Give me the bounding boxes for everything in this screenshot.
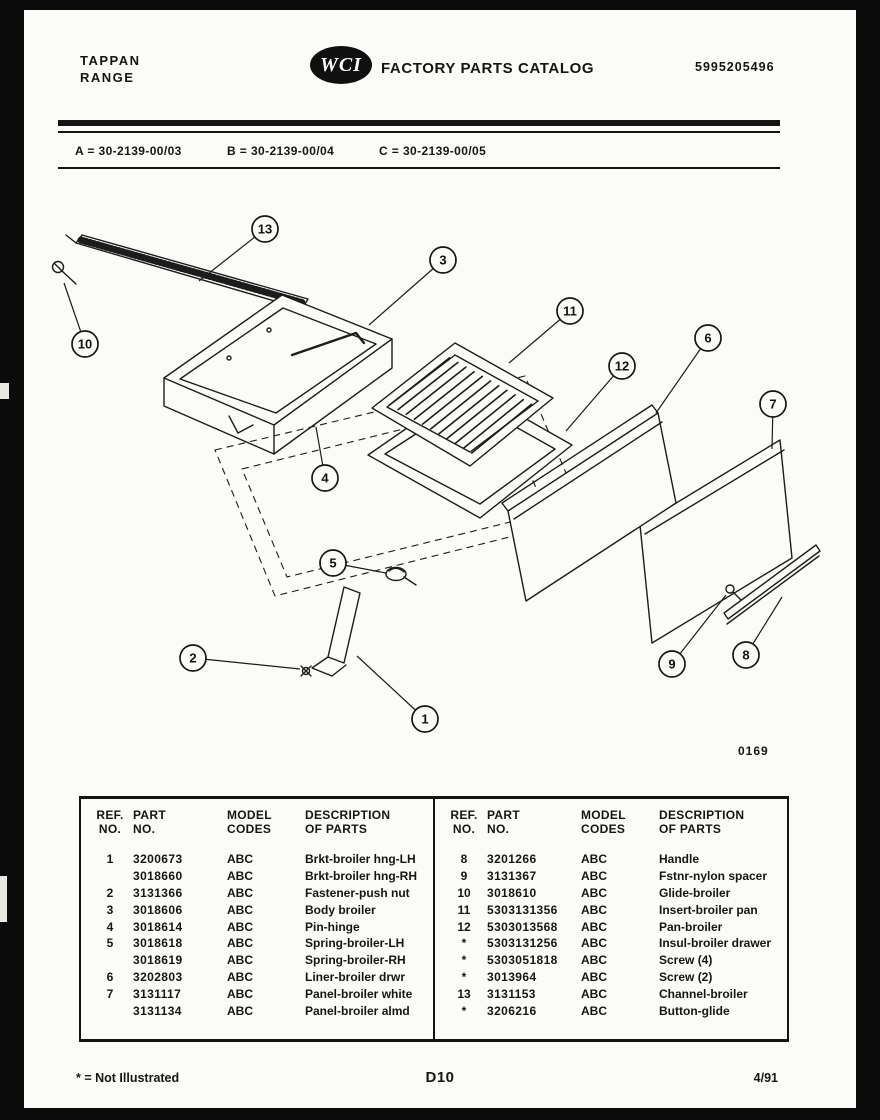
part-number: 5303131356 (487, 902, 558, 917)
callout-balloon-1 (412, 706, 438, 732)
part-model-codes: ABC (581, 987, 607, 1002)
part-model-codes: ABC (227, 885, 253, 900)
spring-broiler-part (386, 568, 416, 586)
part-ref-no: 12 (457, 919, 471, 934)
part-ref-no: * (461, 953, 467, 968)
model-code-b: B = 30-2139-00/04 (227, 144, 335, 158)
part-model-codes: ABC (227, 902, 253, 917)
part-number: 3018619 (133, 953, 183, 968)
part-description: Liner-broiler drwr (305, 970, 406, 985)
part-model-codes: ABC (227, 970, 253, 985)
part-description: Channel-broiler (659, 987, 748, 1002)
part-model-codes: ABC (581, 852, 607, 866)
part-number: 3018618 (133, 936, 183, 951)
col-header-ref-no: REF. NO. (450, 808, 478, 836)
col-header-description: DESCRIPTION OF PARTS (659, 808, 745, 836)
part-model-codes: ABC (227, 852, 253, 866)
part-model-codes: ABC (227, 987, 253, 1002)
part-description: Brkt-broiler hng-LH (305, 852, 416, 866)
part-number: 3018614 (133, 919, 183, 934)
part-description: Glide-broiler (659, 885, 731, 900)
part-number: 5303051818 (487, 953, 558, 968)
push-nut-fastener-part (301, 666, 311, 676)
part-number: 3200673 (133, 852, 183, 866)
part-number: 5303131256 (487, 936, 558, 951)
part-description: Pin-hinge (305, 919, 360, 934)
callout-balloon-8 (733, 642, 759, 668)
svg-text:5: 5 (329, 555, 337, 571)
part-description: Button-glide (659, 1004, 730, 1019)
part-model-codes: ABC (581, 885, 607, 900)
divider-thin (58, 131, 780, 133)
divider-thin (58, 167, 780, 169)
exploded-view-diagram (24, 173, 856, 781)
part-ref-no (87, 1003, 133, 1020)
part-description: Screw (2) (659, 970, 713, 985)
part-ref-no: * (461, 1004, 467, 1019)
part-model-codes: ABC (227, 868, 253, 883)
callout-balloon-6 (695, 325, 721, 351)
part-number: 3206216 (487, 1004, 537, 1019)
svg-text:1: 1 (421, 711, 429, 727)
part-ref-no (87, 952, 133, 969)
part-number: 3131134 (133, 1004, 182, 1019)
part-number: 3201266 (487, 852, 537, 866)
part-number: 5303013568 (487, 919, 558, 934)
brand-line-1: TAPPAN (80, 53, 141, 68)
glide-screw-part (53, 262, 77, 285)
part-ref-no: 8 (460, 852, 468, 866)
svg-text:3: 3 (439, 252, 447, 268)
scan-artifact (0, 876, 7, 922)
part-ref-no: 2 (106, 885, 114, 900)
part-ref-no: * (461, 970, 467, 985)
col-header-model-codes: MODEL CODES (581, 808, 626, 836)
part-description: Panel-broiler almd (305, 1004, 410, 1019)
part-ref-no: 7 (106, 987, 114, 1002)
parts-list-table (79, 796, 789, 1042)
part-number: 3018610 (487, 885, 537, 900)
model-code-c: C = 30-2139-00/05 (379, 144, 487, 158)
svg-text:9: 9 (668, 656, 676, 672)
part-number: 3131153 (487, 987, 536, 1002)
part-description: Insul-broiler drawer (659, 936, 772, 951)
col-header-description: DESCRIPTION OF PARTS (305, 808, 391, 836)
part-description: Brkt-broiler hng-RH (305, 868, 417, 883)
callout-balloon-11 (557, 298, 583, 324)
svg-text:13: 13 (257, 221, 273, 237)
part-number: 3018660 (133, 868, 183, 883)
page-code: D10 (425, 1069, 455, 1086)
part-description: Fstnr-nylon spacer (659, 868, 768, 883)
figure-number: 0169 (738, 744, 769, 758)
part-number: 3202803 (133, 970, 183, 985)
part-ref-no: 5 (106, 936, 114, 951)
part-description: Pan-broiler (659, 919, 723, 934)
callout-balloon-13 (252, 216, 278, 242)
part-number: 3013964 (487, 970, 537, 985)
svg-text:8: 8 (742, 647, 750, 663)
part-description: Spring-broiler-LH (305, 936, 405, 951)
body-broiler-part (164, 295, 392, 454)
wci-logo-text: WCI (320, 53, 362, 76)
svg-text:4: 4 (321, 470, 329, 486)
part-model-codes: ABC (227, 953, 253, 968)
svg-text:2: 2 (189, 650, 197, 666)
part-ref-no: * (461, 936, 467, 951)
part-model-codes: ABC (227, 936, 253, 951)
part-description: Fastener-push nut (305, 885, 410, 900)
part-number: 3131366 (133, 885, 183, 900)
brand-line-2: RANGE (80, 70, 135, 85)
part-model-codes: ABC (581, 919, 607, 934)
catalog-title: FACTORY PARTS CATALOG (381, 60, 595, 77)
part-number: 3131117 (133, 987, 182, 1002)
col-header-part-no: PART NO. (133, 808, 166, 836)
part-description: Spring-broiler-RH (305, 953, 406, 968)
part-ref-no: 13 (457, 987, 471, 1002)
part-model-codes: ABC (581, 936, 607, 951)
brand-name (80, 52, 141, 86)
channel-broiler-part (66, 235, 308, 309)
part-model-codes: ABC (581, 902, 607, 917)
wci-logo (310, 46, 372, 84)
part-model-codes: ABC (581, 1004, 607, 1019)
not-illustrated-note: * = Not Illustrated (76, 1071, 180, 1085)
callout-balloon-12 (609, 353, 635, 379)
part-description: Panel-broiler white (305, 987, 413, 1002)
part-ref-no: 3 (106, 902, 114, 917)
part-ref-no (87, 868, 133, 885)
model-codes-row (75, 144, 531, 158)
parts-table-right (435, 799, 787, 1039)
svg-text:12: 12 (614, 358, 630, 374)
broiler-bracket-part (312, 587, 360, 676)
svg-text:11: 11 (563, 303, 577, 319)
callout-balloon-9 (659, 651, 685, 677)
col-header-ref-no: REF. NO. (96, 808, 124, 836)
part-model-codes: ABC (227, 1004, 253, 1019)
callout-balloon-2 (180, 645, 206, 671)
model-code-a: A = 30-2139-00/03 (75, 144, 182, 158)
divider-thick (58, 120, 780, 126)
part-description: Insert-broiler pan (659, 902, 758, 917)
part-model-codes: ABC (227, 919, 253, 934)
part-ref-no: 6 (106, 970, 114, 985)
callout-balloon-10 (72, 331, 98, 357)
part-model-codes: ABC (581, 953, 607, 968)
callout-balloon-7 (760, 391, 786, 417)
part-description: Screw (4) (659, 953, 713, 968)
part-ref-no: 4 (106, 919, 114, 934)
part-number: 3131367 (487, 868, 537, 883)
callout-balloon-3 (430, 247, 456, 273)
date-code: 4/91 (753, 1071, 778, 1085)
scan-artifact (0, 383, 9, 399)
svg-text:6: 6 (704, 330, 712, 346)
col-header-model-codes: MODEL CODES (227, 808, 272, 836)
part-description: Body broiler (305, 902, 376, 917)
part-ref-no: 9 (460, 868, 468, 883)
part-ref-no: 11 (457, 902, 471, 917)
svg-text:10: 10 (77, 336, 93, 352)
svg-text:7: 7 (769, 396, 777, 412)
callout-balloon-5 (320, 550, 346, 576)
part-model-codes: ABC (581, 970, 607, 985)
part-description: Handle (659, 852, 700, 866)
publication-number: 5995205496 (695, 60, 775, 74)
callout-balloon-4 (312, 465, 338, 491)
part-ref-no: 10 (457, 885, 471, 900)
catalog-page (24, 10, 856, 1108)
part-ref-no: 1 (106, 852, 114, 866)
col-header-part-no: PART NO. (487, 808, 520, 836)
parts-table-left (81, 799, 433, 1039)
part-model-codes: ABC (581, 868, 607, 883)
part-number: 3018606 (133, 902, 183, 917)
